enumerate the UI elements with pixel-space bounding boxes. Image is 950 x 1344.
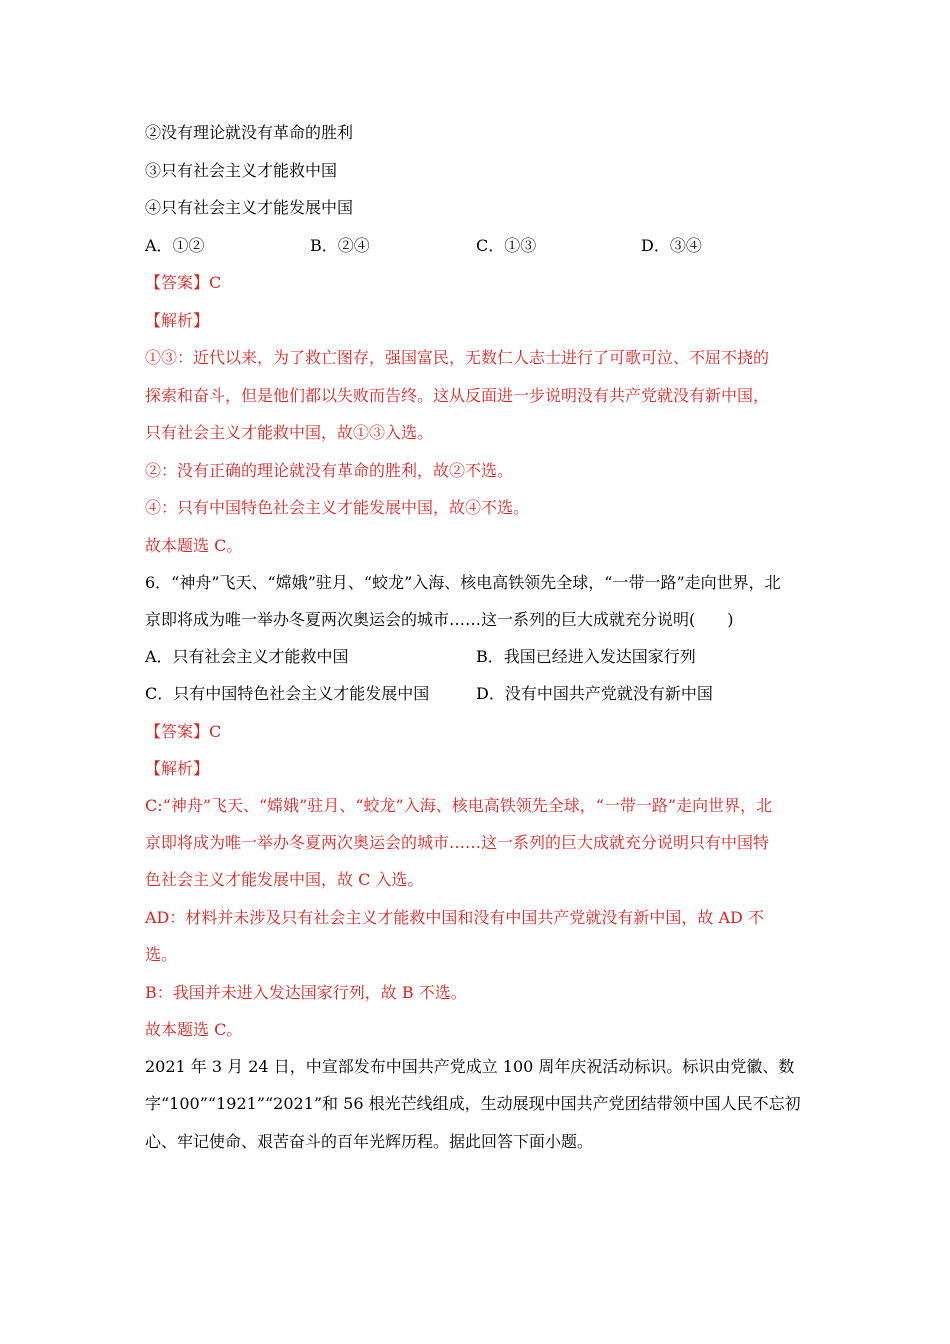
q5-option-d: D．③④	[641, 236, 702, 255]
q5-item-3: ③只有社会主义才能救中国	[145, 161, 338, 180]
q5-analysis-line: ②：没有正确的理论就没有革命的胜利，故②不选。	[145, 461, 514, 480]
q5-option-c: C．①③	[476, 236, 537, 255]
passage-line: 字“100”“1921”“2021”和 56 根光芒线组成，生动展现中国共产党团结带领中国人民不忘初	[145, 1094, 801, 1113]
q6-option-d: D．没有中国共产党就没有新中国	[476, 684, 713, 703]
passage-line: 2021 年 3 月 24 日，中宣部发布中国共产党成立 100 周年庆祝活动标识。标识由党徽、数	[145, 1057, 795, 1076]
passage-line: 心、牢记使命、艰苦奋斗的百年光辉历程。据此回答下面小题。	[145, 1132, 594, 1151]
q5-analysis-label: 【解析】	[145, 311, 210, 330]
q6-option-a: A．只有社会主义才能救中国	[145, 647, 349, 666]
q6-option-b: B．我国已经进入发达国家行列	[476, 647, 696, 666]
q6-analysis-line: C:“神舟”飞天、“嫦娥”驻月、“蛟龙”入海、核电高铁领先全球，“一带一路”走向世界，北	[145, 796, 773, 815]
q6-analysis-line: 选。	[145, 945, 178, 964]
q6-stem-line: 6．“神舟”飞天、“嫦娥”驻月、“蛟龙”入海、核电高铁领先全球，“一带一路”走向世界，北	[145, 573, 781, 592]
q5-analysis-line: 只有社会主义才能救中国，故①③入选。	[145, 423, 434, 442]
q5-analysis-line: ④：只有中国特色社会主义才能发展中国，故④不选。	[145, 498, 530, 517]
q6-conclusion: 故本题选 C。	[145, 1020, 243, 1039]
q6-analysis-line: 京即将成为唯一举办冬夏两次奥运会的城市……这一系列的巨大成就充分说明只有中国特	[145, 833, 770, 852]
q6-stem-line: 京即将成为唯一举办冬夏两次奥运会的城市……这一系列的巨大成就充分说明( )	[145, 610, 734, 629]
q5-conclusion: 故本题选 C。	[145, 536, 243, 555]
q5-option-a: A．①②	[145, 236, 205, 255]
q6-option-c: C．只有中国特色社会主义才能发展中国	[145, 684, 430, 703]
q6-analysis-line: B：我国并未进入发达国家行列，故 B 不选。	[145, 983, 467, 1002]
q5-answer: 【答案】C	[145, 273, 222, 292]
q5-analysis-line: 探索和奋斗，但是他们都以失败而告终。这从反面进一步说明没有共产党就没有新中国，	[145, 386, 770, 405]
q6-analysis-line: AD：材料并未涉及只有社会主义才能救中国和没有中国共产党就没有新中国，故 AD 不	[145, 908, 764, 927]
q5-item-4: ④只有社会主义才能发展中国	[145, 198, 354, 217]
q6-analysis-line: 色社会主义才能发展中国，故 C 入选。	[145, 870, 424, 889]
q5-item-2: ②没有理论就没有革命的胜利	[145, 123, 354, 142]
q5-analysis-line: ①③：近代以来，为了救亡图存，强国富民，无数仁人志士进行了可歌可泣、不屈不挠的	[145, 348, 770, 367]
q5-option-b: B．②④	[310, 236, 370, 255]
q6-analysis-label: 【解析】	[145, 759, 210, 778]
q6-answer: 【答案】C	[145, 722, 222, 741]
